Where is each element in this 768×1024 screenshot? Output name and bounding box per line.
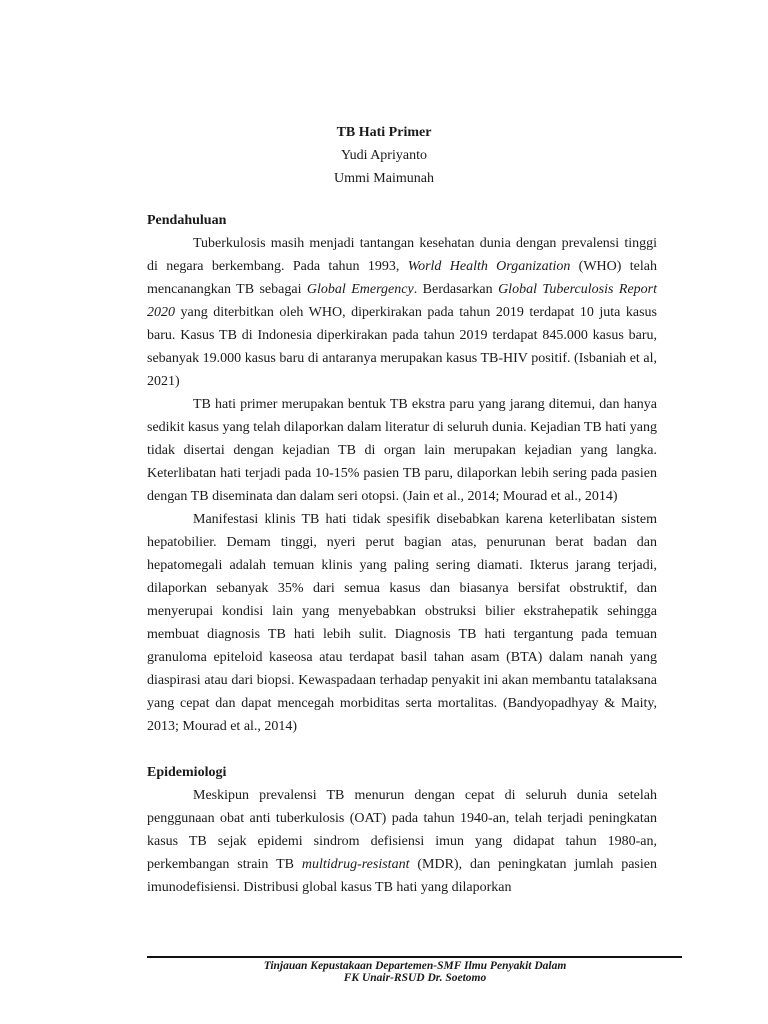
- italic-term: Global Emergency: [306, 282, 414, 297]
- page-footer: [0, 960, 768, 984]
- paragraph-intro-2: TB hati primer merupakan bentuk TB ekstra paru yang jarang ditemui, dan hanya sedikit kasus yang telah dilaporkan dalam literatur di seluruh dunia. Kejadian TB hati yang tidak disertai dengan kejadian TB di organ lain merupakan kejadian yang langka. Keterlibatan hati terjadi pada 10-15% pasien TB paru, dilaporkan lebih sering pada pasien dengan TB diseminata dan dalam seri otopsi. (Jain et al., 2014; Mourad et al., 2014): [147, 397, 657, 504]
- section-heading-pendahuluan: Pendahuluan: [147, 213, 227, 228]
- italic-term: multidrug-resistant: [301, 857, 410, 872]
- title-block: [0, 121, 768, 190]
- paragraph-epi-1: Meskipun prevalensi TB menurun dengan cepat di seluruh dunia setelah penggunaan obat anti tuberkulosis (OAT) pada tahun 1940-an, telah terjadi peningkatan kasus TB sejak epidemi sindrom defisiensi imun yang didapat tahun 1980-an, perkembangan strain TB multidrug-resistant (MDR), dan peningkatan jumlah pasien imunodefisiensi. Distribusi global kasus TB hati yang dilaporkan: [147, 788, 657, 895]
- footer-line-2: FK Unair-RSUD Dr. Soetomo: [343, 972, 487, 984]
- section-heading-epidemiologi: Epidemiologi: [147, 765, 227, 780]
- author-1: Yudi Apriyanto: [341, 148, 427, 163]
- author-2: Ummi Maimunah: [334, 171, 434, 186]
- document-title: TB Hati Primer: [336, 125, 432, 140]
- footer-divider: [147, 956, 682, 958]
- paragraph-intro-3: Manifestasi klinis TB hati tidak spesifik disebabkan karena keterlibatan sistem hepatobilier. Demam tinggi, nyeri perut bagian atas, penurunan berat badan dan hepatomegali adalah temuan klinis yang paling sering diamati. Ikterus jarang terjadi, dilaporkan sebanyak 35% dari semua kasus dan biasanya bersifat obstruktif, dan menyerupai kondisi lain yang menyebabkan obstruksi bilier ekstrahepatik sehingga membuat diagnosis TB hati lebih sulit. Diagnosis TB hati tergantung pada temuan granuloma epiteloid kaseosa atau terdapat basil tahan asam (BTA) dalam nanah yang diaspirasi atau dari biopsi. Kewaspadaan terhadap penyakit ini akan membantu tatalaksana yang cepat dan dapat mencegah morbiditas serta mortalitas. (Bandyopadhyay & Maity, 2013; Mourad et al., 2014): [147, 512, 657, 734]
- paragraph-intro-1: Tuberkulosis masih menjadi tantangan kesehatan dunia dengan prevalensi tinggi di negara berkembang. Pada tahun 1993, World Health Organization (WHO) telah mencanangkan TB sebagai Global Emergency. Berdasarkan Global Tuberculosis Report 2020 yang diterbitkan oleh WHO, diperkirakan pada tahun 2019 terdapat 10 juta kasus baru. Kasus TB di Indonesia diperkirakan pada tahun 2019 terdapat 845.000 kasus baru, sebanyak 19.000 kasus baru di antaranya merupakan kasus TB-HIV positif. (Isbaniah et al, 2021): [147, 236, 657, 389]
- footer-line-1: Tinjauan Kepustakaan Departemen-SMF Ilmu Penyakit Dalam: [263, 960, 567, 972]
- italic-term: Global Tuberculosis Report 2020: [147, 282, 657, 320]
- italic-term: World Health Organization: [407, 259, 571, 274]
- document-body: [147, 209, 657, 899]
